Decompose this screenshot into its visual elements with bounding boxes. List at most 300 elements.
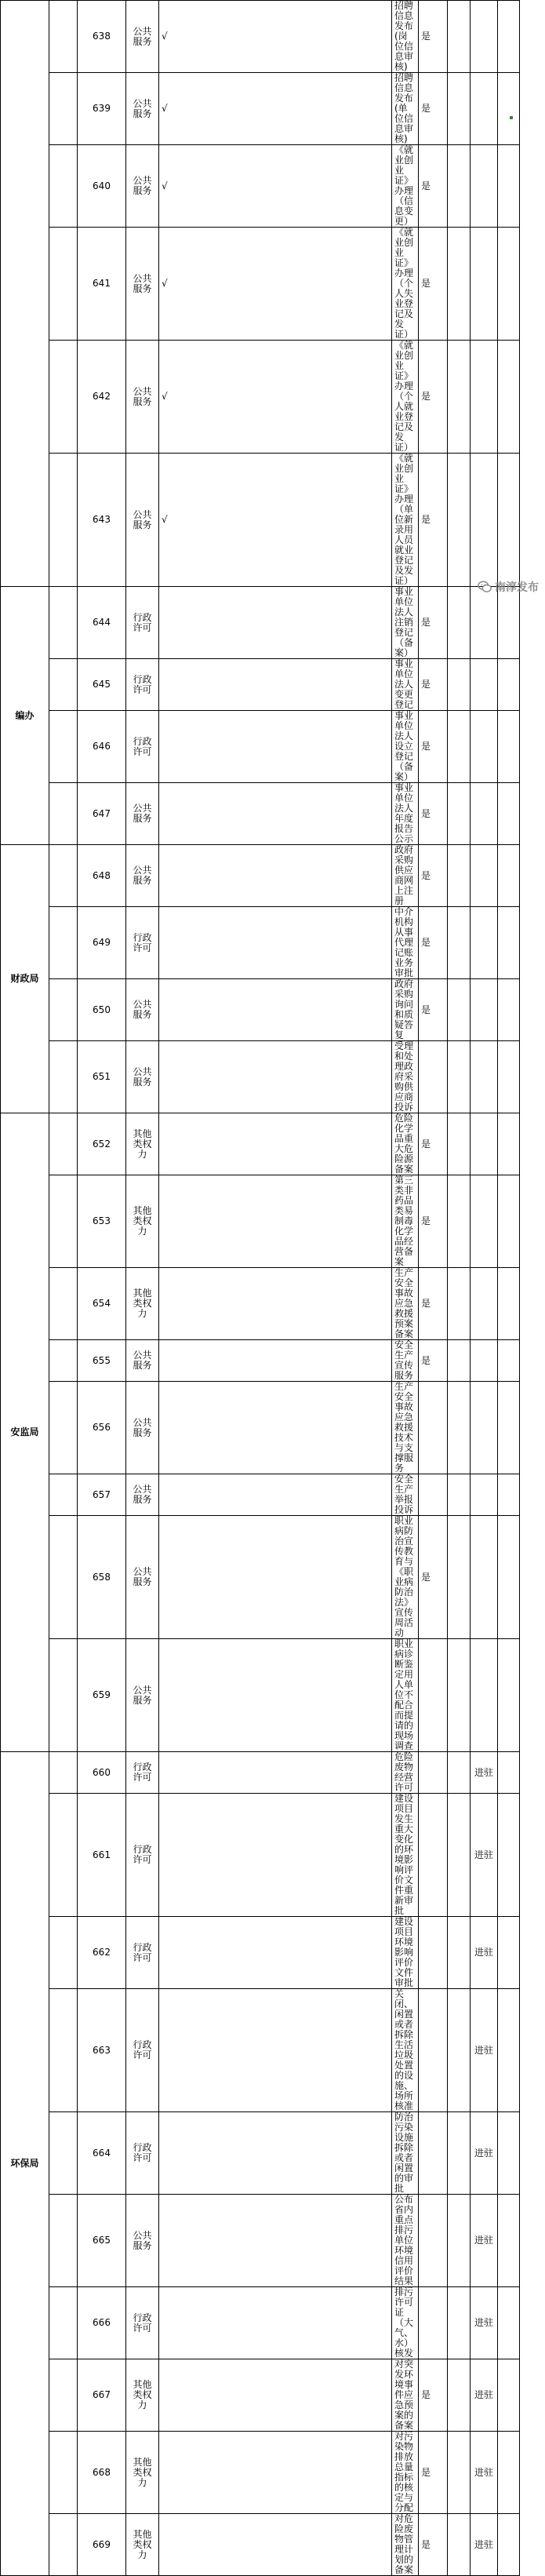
online-flag: 是 (419, 1175, 448, 1268)
check-mark (159, 1917, 392, 1989)
entry-status (471, 228, 498, 341)
online-flag: 是 (419, 587, 448, 659)
item-number: 643 (78, 454, 126, 587)
item-name: 职业病防治宣传教育与《职业病防治法》宣传周活动 (392, 1516, 419, 1639)
blank-cell (498, 587, 520, 659)
online-flag (419, 2195, 448, 2287)
blank-cell (498, 1, 520, 73)
entry-status (471, 979, 498, 1041)
table-row (1, 228, 520, 341)
blank-cell (498, 1474, 520, 1516)
wechat-icon (478, 580, 492, 594)
item-name: 对污染物排放总量指标的核定与分配 (392, 2432, 419, 2514)
item-number: 639 (78, 73, 126, 145)
spacer-cell (49, 228, 78, 341)
item-number: 647 (78, 783, 126, 845)
entry-status (471, 587, 498, 659)
blank-cell (498, 845, 520, 907)
spacer-cell (49, 2112, 78, 2195)
blank-cell (448, 2195, 471, 2287)
item-type: 公共服务 (126, 845, 159, 907)
item-type: 行政许可 (126, 587, 159, 659)
entry-status: 进驻 (471, 1917, 498, 1989)
item-number: 641 (78, 228, 126, 341)
spacer-cell (49, 1, 78, 73)
item-name: 受理和处理政府采购供应商投诉 (392, 1041, 419, 1113)
check-mark: √ (159, 73, 392, 145)
blank-cell (448, 454, 471, 587)
spacer-cell (49, 979, 78, 1041)
blank-cell (498, 1268, 520, 1340)
entry-status: 进驻 (471, 2359, 498, 2432)
table-row (1, 1175, 520, 1268)
item-number: 650 (78, 979, 126, 1041)
item-name: 危险废物经营许可 (392, 1752, 419, 1794)
blank-cell (448, 1752, 471, 1794)
item-number: 667 (78, 2359, 126, 2432)
entry-status (471, 145, 498, 228)
blank-cell (448, 1474, 471, 1516)
blank-cell (448, 73, 471, 145)
item-name: 关闭、闲置或者拆除生活垃圾处置的设施、场所核准 (392, 1989, 419, 2112)
item-type: 公共服务 (126, 1639, 159, 1752)
blank-cell (448, 1989, 471, 2112)
spacer-cell (49, 1639, 78, 1752)
item-name: 事业单位法人年度报告公示 (392, 783, 419, 845)
item-name: 《就业创业证》办理（个人就业登记及发证） (392, 341, 419, 454)
item-number: 663 (78, 1989, 126, 2112)
item-type: 公共服务 (126, 1041, 159, 1113)
item-name: 事业单位法人变更登记 (392, 659, 419, 711)
online-flag: 是 (419, 1113, 448, 1175)
watermark-text: 南淳发布 (495, 581, 539, 594)
item-number: 659 (78, 1639, 126, 1752)
blank-cell (498, 1794, 520, 1917)
check-mark: √ (159, 228, 392, 341)
check-mark (159, 783, 392, 845)
spacer-cell (49, 1917, 78, 1989)
cell-cursor-mark (510, 116, 513, 119)
table-row (1, 845, 520, 907)
check-mark (159, 587, 392, 659)
item-type: 其他类权力 (126, 2514, 159, 2576)
entry-status (471, 845, 498, 907)
table-row (1, 587, 520, 659)
item-name: 生产安全事故应急救援预案备案 (392, 1268, 419, 1340)
blank-cell (498, 659, 520, 711)
spacer-cell (49, 1752, 78, 1794)
entry-status: 进驻 (471, 2195, 498, 2287)
item-number: 642 (78, 341, 126, 454)
blank-cell (498, 783, 520, 845)
item-number: 644 (78, 587, 126, 659)
entry-status (471, 1639, 498, 1752)
online-flag: 是 (419, 979, 448, 1041)
item-name: 安全生产举报投诉 (392, 1474, 419, 1516)
item-name: 安全生产宣传服务 (392, 1340, 419, 1382)
spacer-cell (49, 659, 78, 711)
table-row (1, 1794, 520, 1917)
blank-cell (448, 341, 471, 454)
spacer-cell (49, 2195, 78, 2287)
item-name: 防治污染设施拆除或者闲置的审批 (392, 2112, 419, 2195)
item-name: 中介机构从事代理记账业务审批 (392, 907, 419, 979)
blank-cell (448, 2359, 471, 2432)
blank-cell (498, 145, 520, 228)
entry-status (471, 1340, 498, 1382)
table-row (1, 1, 520, 73)
item-type: 行政许可 (126, 2287, 159, 2359)
blank-cell (498, 1917, 520, 1989)
item-type: 公共服务 (126, 454, 159, 587)
check-mark (159, 2514, 392, 2576)
department-cell: 财政局 (1, 845, 49, 1113)
item-name: 政府采购询问和质疑答复 (392, 979, 419, 1041)
table-row (1, 907, 520, 979)
blank-cell (448, 2112, 471, 2195)
spacer-cell (49, 454, 78, 587)
blank-cell (498, 1175, 520, 1268)
blank-cell (498, 1382, 520, 1474)
table-row (1, 73, 520, 145)
blank-cell (448, 1175, 471, 1268)
blank-cell (498, 454, 520, 587)
item-type: 公共服务 (126, 228, 159, 341)
online-flag: 是 (419, 2432, 448, 2514)
spacer-cell (49, 907, 78, 979)
table-row (1, 454, 520, 587)
blank-cell (498, 2195, 520, 2287)
spacer-cell (49, 1041, 78, 1113)
online-flag: 是 (419, 2514, 448, 2576)
entry-status (471, 907, 498, 979)
blank-cell (448, 228, 471, 341)
online-flag: 是 (419, 1, 448, 73)
online-flag (419, 1474, 448, 1516)
entry-status (471, 454, 498, 587)
blank-cell (448, 1794, 471, 1917)
spacer-cell (49, 2359, 78, 2432)
check-mark (159, 1382, 392, 1474)
table-row (1, 2287, 520, 2359)
item-name: 职业病诊断鉴定用人单位不配合而提请的现场调查 (392, 1639, 419, 1752)
table-row (1, 2112, 520, 2195)
check-mark (159, 2112, 392, 2195)
check-mark (159, 2432, 392, 2514)
online-flag (419, 1639, 448, 1752)
online-flag: 是 (419, 1340, 448, 1382)
item-number: 664 (78, 2112, 126, 2195)
table-row (1, 1340, 520, 1382)
item-name: 建设项目发生重大变化的环境影响评价文件重新审批 (392, 1794, 419, 1917)
entry-status (471, 341, 498, 454)
item-name: 《就业创业证》办理（个人失业登记及发证） (392, 228, 419, 341)
blank-cell (498, 1113, 520, 1175)
item-type: 公共服务 (126, 1474, 159, 1516)
table-row (1, 1041, 520, 1113)
item-number: 669 (78, 2514, 126, 2576)
online-flag: 是 (419, 1516, 448, 1639)
spacer-cell (49, 2432, 78, 2514)
blank-cell (448, 845, 471, 907)
entry-status: 进驻 (471, 2514, 498, 2576)
item-type: 行政许可 (126, 1989, 159, 2112)
check-mark (159, 1516, 392, 1639)
check-mark (159, 1175, 392, 1268)
entry-status (471, 1113, 498, 1175)
item-type: 公共服务 (126, 979, 159, 1041)
online-flag: 是 (419, 711, 448, 783)
online-flag: 是 (419, 783, 448, 845)
entry-status (471, 1382, 498, 1474)
spacer-cell (49, 73, 78, 145)
blank-cell (498, 2514, 520, 2576)
spacer-cell (49, 1340, 78, 1382)
online-flag: 是 (419, 454, 448, 587)
check-mark: √ (159, 454, 392, 587)
check-mark (159, 1752, 392, 1794)
check-mark: √ (159, 1, 392, 73)
blank-cell (498, 907, 520, 979)
blank-cell (448, 2514, 471, 2576)
blank-cell (448, 1639, 471, 1752)
item-number: 649 (78, 907, 126, 979)
online-flag (419, 1041, 448, 1113)
item-number: 654 (78, 1268, 126, 1340)
spacer-cell (49, 1989, 78, 2112)
check-mark (159, 2287, 392, 2359)
item-type: 行政许可 (126, 1794, 159, 1917)
table-row (1, 2514, 520, 2576)
table-row (1, 659, 520, 711)
online-flag: 是 (419, 659, 448, 711)
item-type: 其他类权力 (126, 2432, 159, 2514)
spacer-cell (49, 1175, 78, 1268)
online-flag: 是 (419, 73, 448, 145)
item-number: 645 (78, 659, 126, 711)
blank-cell (448, 1382, 471, 1474)
entry-status (471, 1175, 498, 1268)
table-row (1, 145, 520, 228)
item-number: 661 (78, 1794, 126, 1917)
item-type: 其他类权力 (126, 1175, 159, 1268)
online-flag (419, 1917, 448, 1989)
blank-cell (498, 2112, 520, 2195)
blank-cell (498, 1989, 520, 2112)
check-mark (159, 1268, 392, 1340)
spacer-cell (49, 2514, 78, 2576)
check-mark (159, 2359, 392, 2432)
item-name: 对突发环境事件应急预案的备案 (392, 2359, 419, 2432)
online-flag: 是 (419, 1268, 448, 1340)
entry-status (471, 1041, 498, 1113)
item-type: 行政许可 (126, 2112, 159, 2195)
item-number: 668 (78, 2432, 126, 2514)
item-type: 公共服务 (126, 1340, 159, 1382)
table-row (1, 1639, 520, 1752)
table-row (1, 783, 520, 845)
item-type: 公共服务 (126, 1382, 159, 1474)
table-row (1, 2195, 520, 2287)
table-row (1, 1382, 520, 1474)
table-row (1, 1917, 520, 1989)
item-number: 652 (78, 1113, 126, 1175)
blank-cell (448, 2287, 471, 2359)
blank-cell (498, 1752, 520, 1794)
check-mark (159, 907, 392, 979)
department-cell: 编办 (1, 587, 49, 845)
item-type: 行政许可 (126, 711, 159, 783)
item-type: 行政许可 (126, 1917, 159, 1989)
item-number: 638 (78, 1, 126, 73)
item-type: 行政许可 (126, 907, 159, 979)
blank-cell (448, 1340, 471, 1382)
item-name: 建设项目环境影响评价文件审批 (392, 1917, 419, 1989)
blank-cell (498, 2432, 520, 2514)
item-name: 事业单位法人设立登记（备案） (392, 711, 419, 783)
check-mark (159, 1989, 392, 2112)
spacer-cell (49, 587, 78, 659)
check-mark (159, 845, 392, 907)
check-mark (159, 1474, 392, 1516)
entry-status (471, 783, 498, 845)
item-type: 其他类权力 (126, 1268, 159, 1340)
check-mark: √ (159, 341, 392, 454)
entry-status (471, 73, 498, 145)
item-name: 招聘信息发布(岗位信息审核) (392, 1, 419, 73)
blank-cell (498, 979, 520, 1041)
spacer-cell (49, 711, 78, 783)
spacer-cell (49, 145, 78, 228)
blank-cell (448, 907, 471, 979)
online-flag (419, 2287, 448, 2359)
online-flag: 是 (419, 145, 448, 228)
item-type: 公共服务 (126, 341, 159, 454)
item-name: 第三类非药品类易制毒化学品经营备案 (392, 1175, 419, 1268)
spacer-cell (49, 341, 78, 454)
item-name: 《就业创业证》办理（单位新录用人员就业登记及发证） (392, 454, 419, 587)
item-name: 对危险废物管理计划的备案 (392, 2514, 419, 2576)
table-row (1, 1474, 520, 1516)
item-number: 656 (78, 1382, 126, 1474)
check-mark (159, 1113, 392, 1175)
online-flag (419, 1382, 448, 1474)
blank-cell (448, 1113, 471, 1175)
blank-cell (498, 1041, 520, 1113)
online-flag (419, 1752, 448, 1794)
blank-cell (498, 1340, 520, 1382)
blank-cell (448, 1268, 471, 1340)
item-type: 公共服务 (126, 73, 159, 145)
item-number: 662 (78, 1917, 126, 1989)
item-number: 640 (78, 145, 126, 228)
blank-cell (498, 2359, 520, 2432)
table-row (1, 2359, 520, 2432)
table-row (1, 2432, 520, 2514)
online-flag: 是 (419, 2359, 448, 2432)
check-mark (159, 659, 392, 711)
item-number: 660 (78, 1752, 126, 1794)
watermark (478, 578, 539, 596)
blank-cell (448, 1, 471, 73)
spacer-cell (49, 1794, 78, 1917)
spacer-cell (49, 845, 78, 907)
blank-cell (448, 587, 471, 659)
blank-cell (498, 341, 520, 454)
item-name: 排污许可证（大气、水）核发 (392, 2287, 419, 2359)
entry-status: 进驻 (471, 2432, 498, 2514)
check-mark: √ (159, 145, 392, 228)
entry-status (471, 1, 498, 73)
blank-cell (498, 1516, 520, 1639)
spacer-cell (49, 1382, 78, 1474)
check-mark (159, 1041, 392, 1113)
table-row (1, 341, 520, 454)
blank-cell (498, 228, 520, 341)
item-type: 行政许可 (126, 659, 159, 711)
entry-status (471, 1474, 498, 1516)
item-name: 事业单位法人注销登记（备案） (392, 587, 419, 659)
blank-cell (448, 979, 471, 1041)
entry-status (471, 1516, 498, 1639)
blank-cell (448, 1917, 471, 1989)
item-type: 公共服务 (126, 783, 159, 845)
entry-status (471, 659, 498, 711)
item-name: 《就业创业证》办理（信息变更） (392, 145, 419, 228)
blank-cell (448, 1516, 471, 1639)
item-name: 政府采购供应商网上注册 (392, 845, 419, 907)
blank-cell (448, 2432, 471, 2514)
blank-cell (448, 1041, 471, 1113)
online-flag: 是 (419, 228, 448, 341)
blank-cell (498, 2287, 520, 2359)
spacer-cell (49, 1113, 78, 1175)
online-flag: 是 (419, 341, 448, 454)
spacer-cell (49, 1268, 78, 1340)
item-type: 公共服务 (126, 1, 159, 73)
check-mark (159, 1794, 392, 1917)
check-mark (159, 711, 392, 783)
item-type: 公共服务 (126, 2195, 159, 2287)
item-number: 657 (78, 1474, 126, 1516)
item-type: 公共服务 (126, 1516, 159, 1639)
entry-status: 进驻 (471, 2287, 498, 2359)
entry-status: 进驻 (471, 1752, 498, 1794)
check-mark (159, 2195, 392, 2287)
item-number: 665 (78, 2195, 126, 2287)
online-flag: 是 (419, 907, 448, 979)
entry-status: 进驻 (471, 2112, 498, 2195)
item-name: 公布省内重点排污单位环境信用评价结果 (392, 2195, 419, 2287)
table-row (1, 979, 520, 1041)
table-row (1, 1268, 520, 1340)
blank-cell (498, 711, 520, 783)
department-cell (1, 1, 49, 587)
item-type: 其他类权力 (126, 1113, 159, 1175)
online-flag (419, 2112, 448, 2195)
spacer-cell (49, 2287, 78, 2359)
item-number: 646 (78, 711, 126, 783)
online-flag: 是 (419, 845, 448, 907)
spacer-cell (49, 1516, 78, 1639)
department-cell: 安监局 (1, 1113, 49, 1752)
table-row (1, 1113, 520, 1175)
spacer-cell (49, 1474, 78, 1516)
table-row (1, 1516, 520, 1639)
entry-status: 进驻 (471, 1794, 498, 1917)
item-number: 651 (78, 1041, 126, 1113)
item-name: 危险化学品重大危险源备案 (392, 1113, 419, 1175)
